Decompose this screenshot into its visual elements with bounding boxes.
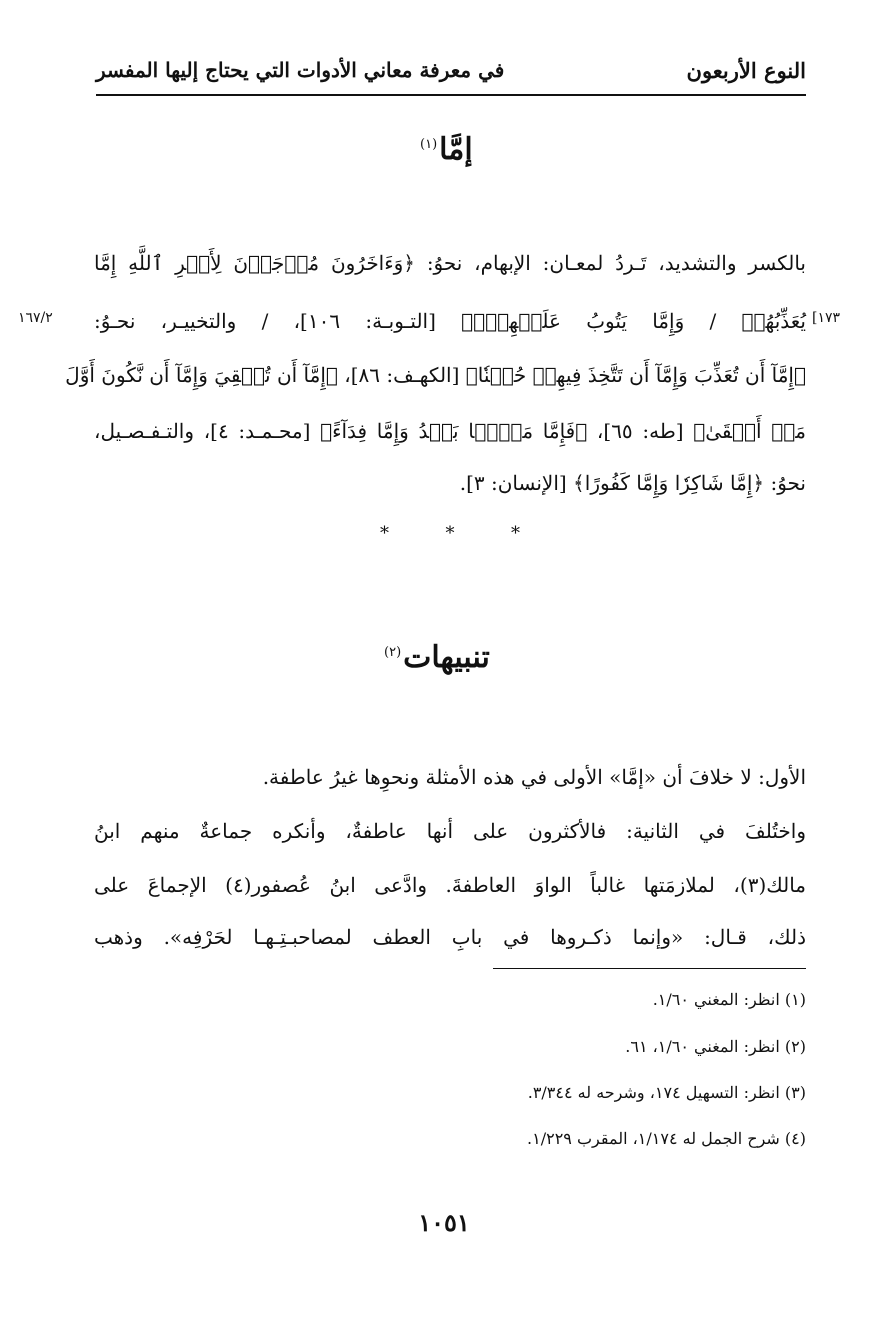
margin-note-volume: ١٦٧/٢: [18, 310, 53, 326]
footnote-3: (٣) انظر: التسهيل ١٧٤، وشرحه له ٣/٣٤٤.: [527, 1083, 806, 1102]
header-section: في معرفة معاني الأدوات التي يحتاج إليها المفسر: [96, 58, 505, 82]
running-header: [96, 52, 806, 92]
heading-tanbihat: [384, 640, 490, 675]
heading-imma-note: (١): [420, 137, 438, 152]
section-separator: [380, 523, 520, 553]
header-chapter: النوع الأربعون: [686, 58, 806, 83]
heading-imma-text: إمَّا: [439, 132, 473, 167]
para2-line-3: مالك(٣)، لملازمَتها غالباً الواوَ العاطفةَ. وادَّعى ابنُ عُصفور(٤) الإجماعَ على: [94, 873, 806, 897]
para1-line-2: يُعَذِّبُهُمۡ / وَإِمَّا يَتُوبُ عَلَيۡهِمۡۗ﴾ [التـوبـة: ١٠٦]، / والتخييـر، نحـوُ:: [94, 309, 806, 333]
footnote-4: (٤) شرح الجمل له ١/١٧٤، المقرب ١/٢٢٩.: [527, 1129, 806, 1148]
para2-line-1: الأول: لا خلافَ أن «إمَّا» الأولى في هذه الأمثلة ونحوِها غيرُ عاطفة.: [262, 765, 806, 789]
para2-line-4: ذلك، قـال: «وإنما ذكـروها في بابِ العطف لمصاحبـتِـهـا لحَرْفِه». وذهب: [94, 925, 806, 949]
heading-tanbihat-note: (٢): [384, 645, 402, 660]
heading-imma: [420, 132, 473, 167]
separator-star: *: [445, 523, 455, 544]
para2-line-2: واختُلفَ في الثانية: فالأكثرون على أنها عاطفةٌ، وأنكره جماعةٌ منهم ابنُ: [94, 819, 806, 843]
para1-line-4: مَنۡ أَلۡقَىٰ﴾ [طه: ٦٥]، ﴿فَإِمَّا مَنَّۢا بَعۡدُ وَإِمَّا فِدَآءً﴾ [محـمـد: ٤]، والتـفـصـيل،: [94, 419, 807, 443]
heading-tanbihat-text: تنبيهات: [403, 640, 490, 675]
margin-note-page: [١٧٣: [812, 310, 841, 326]
footnote-1: (١) انظر: المغني ١/٦٠.: [652, 990, 806, 1009]
para1-line-5: نحوُ: ﴿إِمَّا شَاكِرٗا وَإِمَّا كَفُورًا﴾ [الإنسان: ٣].: [459, 471, 806, 495]
separator-star: *: [380, 523, 389, 544]
para1-line-3: ﴿إِمَّآ أَن تُعَذِّبَ وَإِمَّآ أَن تَتَّخِذَ فِيهِمۡ حُسۡنٗا﴾ [الكهـف: ٨٦]، ﴿إِمَّآ أَن تُلۡقِيَ وَإِمَّآ أَن نَّكُونَ أَوَّلَ: [65, 363, 806, 387]
footnote-2: (٢) انظر: المغني ١/٦٠، ٦١.: [625, 1037, 806, 1056]
separator-star: *: [511, 523, 520, 544]
para1-line-1: بالكسر والتشديد، تَـردُ لمعـان: الإبهام، نحوُ: ﴿وَءَاخَرُونَ مُرۡجَوۡنَ لِأَمۡرِ ٱللَّهِ إِمَّا: [94, 251, 806, 275]
footnote-rule: [493, 968, 806, 969]
page-number: ١٠٥١: [418, 1208, 470, 1237]
header-rule: [96, 94, 806, 96]
